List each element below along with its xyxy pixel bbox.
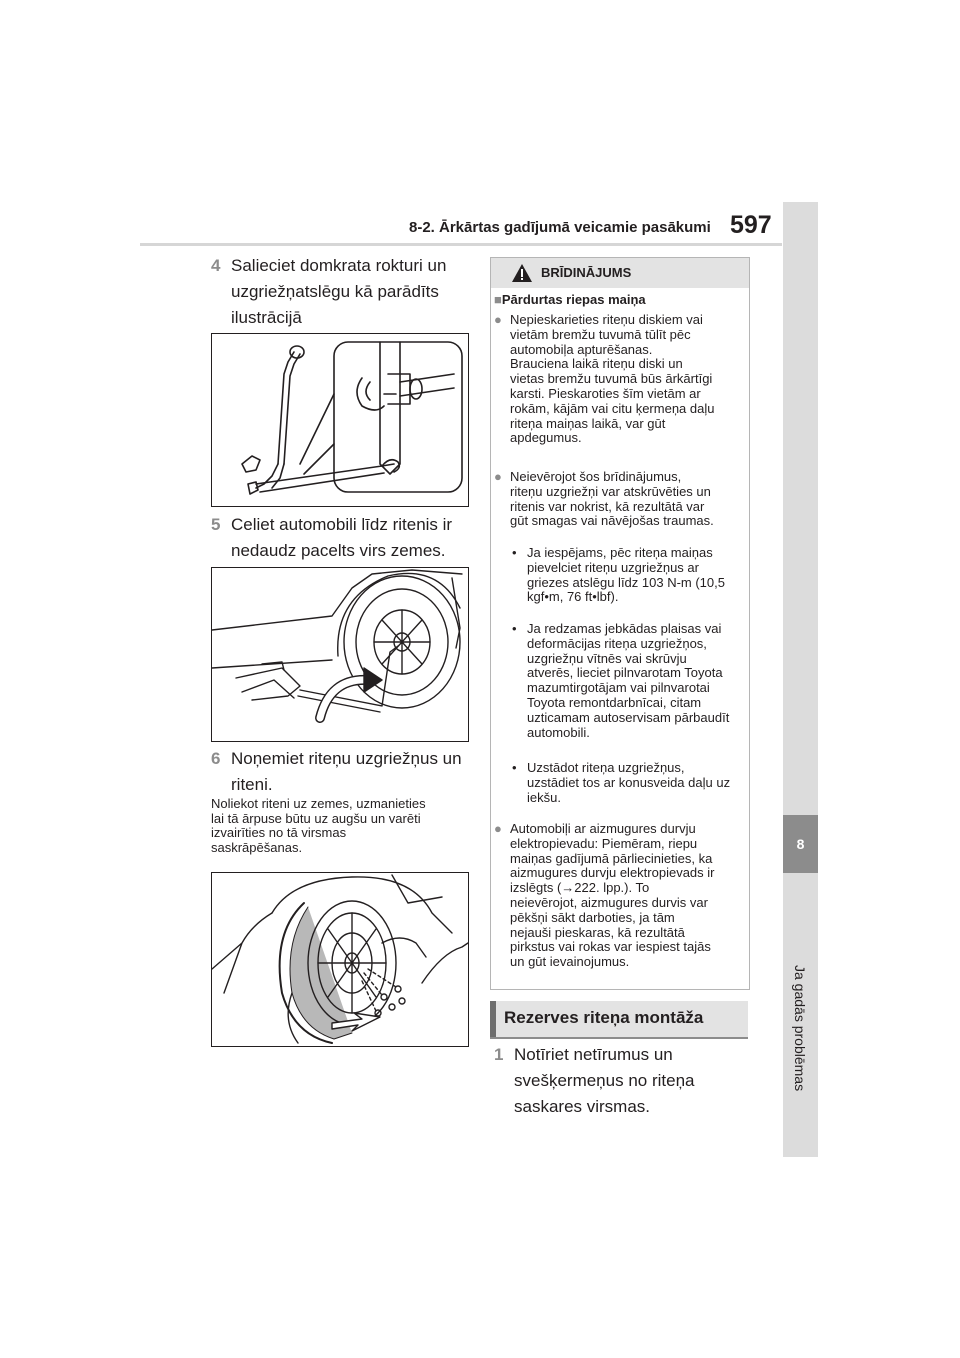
- page-number: 597: [730, 211, 772, 239]
- raise-vehicle-drawing: [212, 568, 468, 741]
- step-text: Noņemiet riteņu uzgriežņus un riteni.: [231, 749, 462, 794]
- warning-subhead: ■Pārdurtas riepas maiņa: [494, 292, 646, 307]
- warning-paragraph-3-text: Automobiļi ar aizmugures durvju elektropievadu: Piemēram, riepu maiņas gadījumā pārliecinieties, ka aizmugures durvju elektropievads ir izslēgts (→222. lpp.). To neievērojot, aizmugures durvis var pēkšņi sākt darboties, ja tām nejauši pieskaras, kā rezultātā pirkstus vai rokas var iespiest tajās un gūt ievainojumus.: [510, 821, 715, 970]
- step-number: 6: [211, 749, 221, 768]
- header-divider: [140, 243, 782, 246]
- remove-wheel-drawing: [212, 873, 468, 1046]
- step-text: Salieciet domkrata rokturi un uzgriežņatslēgu kā parādīts ilustrācijā: [231, 256, 447, 327]
- step-1: [494, 1042, 694, 1120]
- step-5: [211, 512, 452, 564]
- warning-subitem-1: •: [512, 545, 517, 560]
- section-heading-bar: [490, 1001, 496, 1037]
- circle-bullet-icon: ●: [494, 821, 502, 836]
- warning-box: [490, 257, 750, 990]
- warning-paragraph-2: [494, 470, 502, 485]
- warning-paragraph-1-text: Nepieskarieties riteņu diskiem vai vietām bremžu tuvumā tūlīt pēc automobiļa apturēšanas. Brauciena laikā riteņu diski un vietas bremžu tuvumā būs ārkārtīgi karsti. Pieskaroties šīm vietām ar rokām, kājām vai citu ķermeņa daļu riteņa maiņas laikā, var gūt apdegumus.: [510, 312, 715, 446]
- chapter-label: Ja gadās problēmas: [792, 965, 808, 1092]
- step-number: 4: [211, 256, 221, 275]
- circle-bullet-icon: ●: [494, 312, 502, 327]
- section-header-title: 8-2. Ārkārtas gadījumā veicamie pasākumi: [409, 219, 711, 236]
- warning-title: BRĪDINĀJUMS: [541, 265, 632, 280]
- square-bullet-icon: ■: [494, 292, 502, 307]
- illustration-raise-vehicle: [211, 567, 469, 742]
- step-4: [211, 253, 446, 331]
- section-heading-title: Rezerves riteņa montāža: [504, 1008, 704, 1027]
- warning-subitem-2: •: [512, 621, 517, 636]
- warning-triangle-icon: [511, 263, 533, 283]
- illustration-remove-wheel: [211, 872, 469, 1047]
- step-6-note: Noliekot riteni uz zemes, uzmanieties lai tā ārpuse būtu uz augšu un varēti izvairīties no tā virsmas saskrāpēšanas.: [211, 796, 426, 855]
- step-text: Celiet automobili līdz ritenis ir nedaudz pacelts virs zemes.: [231, 515, 453, 560]
- step-number: 1: [494, 1045, 504, 1064]
- section-heading: [490, 1001, 748, 1039]
- warning-subitem-3: •: [512, 760, 517, 775]
- warning-paragraph-2-text: Neievērojot šos brīdinājumus, riteņu uzgriežņi var atskrūvēties un ritenis var nokrist, kā rezultātā var gūt smagas vai nāvējošas traumas.: [510, 469, 714, 529]
- step-6: [211, 746, 462, 798]
- step-number: 5: [211, 515, 221, 534]
- step-text: Notīriet netīrumus un svešķermeņus no riteņa saskares virsmas.: [514, 1045, 695, 1116]
- warning-subitem-3-text: Uzstādot riteņa uzgriežņus, uzstādiet tos ar konusveida daļu uz iekšu.: [527, 760, 731, 805]
- warning-paragraph-3: [494, 822, 502, 837]
- jack-handle-drawing: [212, 334, 468, 506]
- warning-paragraph-1: [494, 313, 502, 328]
- illustration-jack-handle-assembly: [211, 333, 469, 507]
- warning-header: [491, 258, 749, 288]
- chapter-number-tab: 8: [783, 815, 818, 873]
- circle-bullet-icon: ●: [494, 469, 502, 484]
- warning-subitem-2-text: Ja redzamas jebkādas plaisas vai deformācijas riteņa uzgriežņos, uzgriežņu vītnēs vai skrūvju atverēs, lieciet pilnvarotam Toyota mazumtirgotājam vai pilnvarotai Toyota remontdarbnīcai, citam uzticamam autoservisam pārbaudīt automobili.: [527, 621, 730, 740]
- warning-subitem-1-text: Ja iespējams, pēc riteņa maiņas pievelciet riteņu uzgriežņus ar griezes atslēgu līdz 103 N-m (10,5 kgf•m, 76 ft•lbf).: [527, 545, 725, 605]
